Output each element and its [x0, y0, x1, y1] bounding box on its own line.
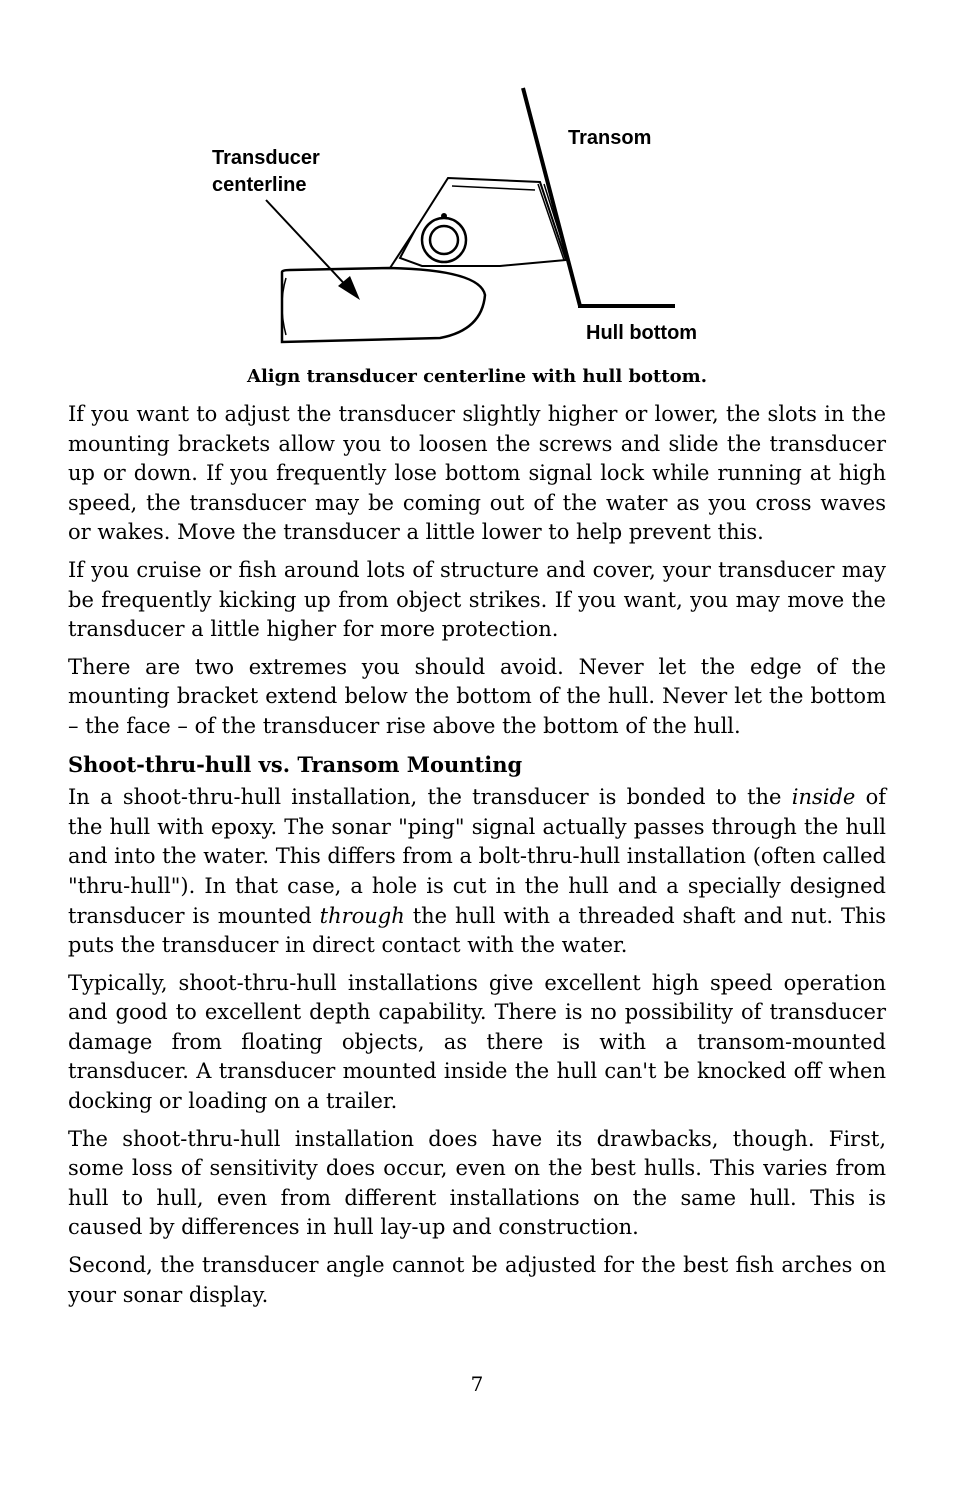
page-number: 7 — [470, 1372, 484, 1396]
label-transducer-line2: centerline — [212, 174, 307, 196]
section-heading: Shoot-thru-hull vs. Transom Mounting — [68, 751, 523, 777]
emphasis-inside: inside — [791, 785, 856, 810]
bracket-screw — [441, 213, 447, 219]
paragraph-shoot-thru — [68, 783, 886, 961]
label-transducer-line1: Transducer — [212, 147, 320, 169]
label-hull-bottom: Hull bottom — [586, 322, 698, 344]
transducer-drawing — [190, 80, 750, 360]
paragraph: If you want to adjust the transducer slightly higher or lower, the slots in the mounting brackets allow you to loosen the screws and slide the transducer up or down. If you frequently lose bottom signal lock while running at high speed, the transducer may be coming out of the water as you cross waves or wakes. Move the transducer a little lower to help prevent this. — [68, 402, 886, 545]
label-transom: Transom — [568, 127, 652, 149]
paragraph: Typically, shoot-thru-hull installations give excellent high speed operation and good to excellent depth capability. There is no possibility of transducer damage from floating objects, as there is with a transom-mounted transducer. A transducer mounted inside the hull can't be knocked off when docking or loading on a trailer. — [68, 970, 886, 1114]
text-span: In a shoot-thru-hull installation, the transducer is bonded to the — [68, 785, 792, 810]
figure-caption: Align transducer centerline with hull bottom. — [247, 366, 707, 387]
transducer-diagram — [190, 80, 750, 360]
transducer-body — [282, 268, 485, 342]
emphasis-through: through — [319, 903, 405, 928]
paragraph: The shoot-thru-hull installation does have its drawbacks, though. First, some loss of sensitivity does occur, even on the best hulls. This varies from hull to hull, even from different installations on the same hull. This is caused by differences in hull lay-up and construction. — [68, 1126, 886, 1240]
paragraph: If you cruise or fish around lots of structure and cover, your transducer may be frequently kicking up from object strikes. If you want, you may move the transducer a little higher for more protection. — [68, 557, 886, 642]
body-text — [68, 400, 886, 1318]
paragraph: There are two extremes you should avoid. Never let the edge of the mounting bracket extend below the bottom of the hull. Never let the bottom – the face – of the transducer rise above the bottom of the hull. — [68, 654, 886, 738]
paragraph: Second, the transducer angle cannot be adjusted for the best fish arches on your sonar display. — [68, 1253, 886, 1307]
pivot-bolt-inner — [430, 226, 458, 254]
text-span: of the hull with epoxy. The sonar "ping" signal actually passes through the hull and into the water. This differs from a bolt-thru-hull installation (often called "thru-hull"). In that case, a hole is cut in the hull and a specially designed transducer is mounted — [68, 785, 887, 928]
text-span: the hull with a threaded shaft and nut. This puts the transducer in direct contact with the water. — [68, 903, 886, 958]
